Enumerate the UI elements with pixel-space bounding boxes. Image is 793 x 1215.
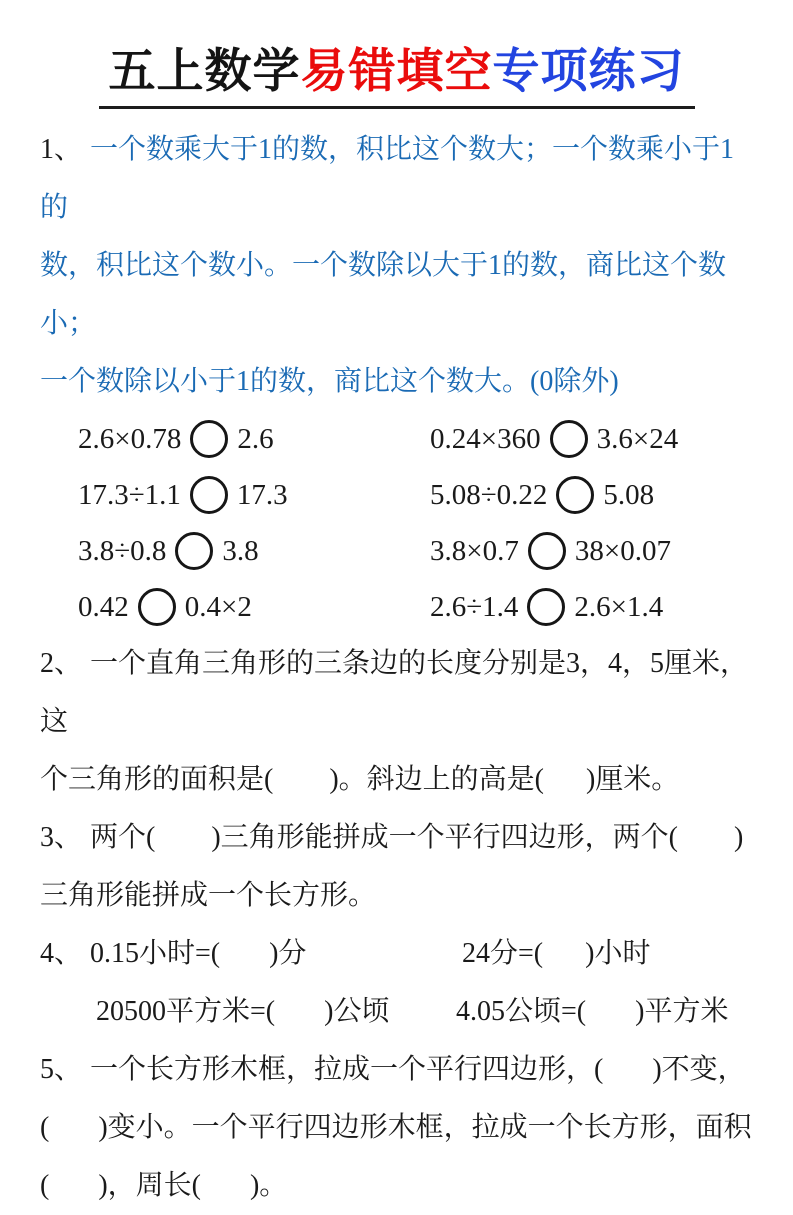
answer-circle[interactable] [528,532,566,570]
question-1 [40,121,753,411]
expression-left: 0.24×360 [430,422,541,455]
question-5-line-2: ( )变小。一个平行四边形木框，拉成一个长方形，面积 [40,1111,752,1143]
title-part-black: 五上数学 [108,44,301,97]
question-4-line-2 [40,983,753,1041]
expression-right: 0.4×2 [184,590,252,623]
expression-right: 3.6×24 [596,422,679,455]
question-4-conversion-1: 0.15小时=( )分 [90,937,307,969]
comparison-item [78,410,430,468]
expression-left: 2.6÷1.4 [430,590,519,623]
comparison-item [78,466,430,524]
expression-right: 3.8 [222,534,259,567]
question-2-line-2: 个三角形的面积是( )。斜边上的高是( )厘米。 [40,763,680,795]
question-1-line-2: 数，积比这个数小。一个数除以大于1的数，商比这个数小； [40,249,727,339]
question-3 [40,809,753,925]
question-4 [40,925,753,1041]
question-4-conversion-2: 24分=( )小时 [462,937,651,969]
expression-right: 5.08 [603,478,655,511]
answer-circle[interactable] [527,588,565,626]
question-3-number: 3、 [40,821,83,853]
comparison-item [430,410,678,468]
comparison-row-3 [78,523,753,579]
title-part-blue: 专项练习 [492,44,685,97]
question-2-line-1 [40,635,753,751]
comparison-item [430,466,654,524]
answer-circle[interactable] [190,420,228,458]
question-3-line-2: 三角形能拼成一个长方形。 [40,879,377,911]
expression-left: 2.6×0.78 [78,422,182,455]
expression-right: 2.6 [237,422,274,455]
expression-right: 17.3 [236,478,288,511]
question-4-number: 4、 [40,937,83,969]
answer-circle[interactable] [550,420,588,458]
expression-right: 2.6×1.4 [574,590,664,623]
question-1-number: 1、 [40,133,83,165]
answer-circle[interactable] [175,532,213,570]
answer-circle[interactable] [138,588,176,626]
title-part-red: 易错填空 [300,44,493,97]
question-5-number: 5、 [40,1053,83,1085]
worksheet-body [0,109,793,1215]
question-2-text: 一个直角三角形的三条边的长度分别是3，4，5厘米，这 [40,647,749,737]
comparison-row-4 [78,579,753,635]
question-2 [40,635,753,809]
expression-left: 0.42 [78,590,129,623]
comparison-item [78,522,430,580]
question-5-line-3: ( )，周长( )。 [40,1169,288,1201]
expression-left: 3.8÷0.8 [78,534,167,567]
comparison-item [430,578,663,636]
question-5-line-1 [40,1041,753,1099]
page-title [99,42,695,109]
page-header [0,0,793,109]
question-4-conversion-3: 20500平方米=( )公顷 [96,995,390,1027]
answer-circle[interactable] [190,476,228,514]
question-3-text: 两个( )三角形能拼成一个平行四边形，两个( ) [90,821,744,853]
answer-circle[interactable] [556,476,594,514]
question-4-line-1 [40,925,753,983]
question-1-text: 一个数乘大于1的数，积比这个数大；一个数乘小于1的 [40,133,735,223]
question-4-conversion-4: 4.05公顷=( )平方米 [456,995,729,1027]
comparison-row-2 [78,467,753,523]
question-2-number: 2、 [40,647,83,679]
comparison-row-1 [78,411,753,467]
comparison-item [78,578,430,636]
question-1-line-1 [40,121,753,237]
question-3-line-1 [40,809,753,867]
question-5-text: 一个长方形木框，拉成一个平行四边形，( )不变， [90,1053,746,1085]
comparison-exercises [40,411,753,635]
expression-left: 3.8×0.7 [430,534,519,567]
expression-right: 38×0.07 [574,534,671,567]
expression-left: 17.3÷1.1 [78,478,181,511]
question-1-line-3: 一个数除以小于1的数，商比这个数大。(0除外) [40,365,619,397]
expression-left: 5.08÷0.22 [430,478,548,511]
comparison-item [430,522,671,580]
question-5 [40,1041,753,1215]
